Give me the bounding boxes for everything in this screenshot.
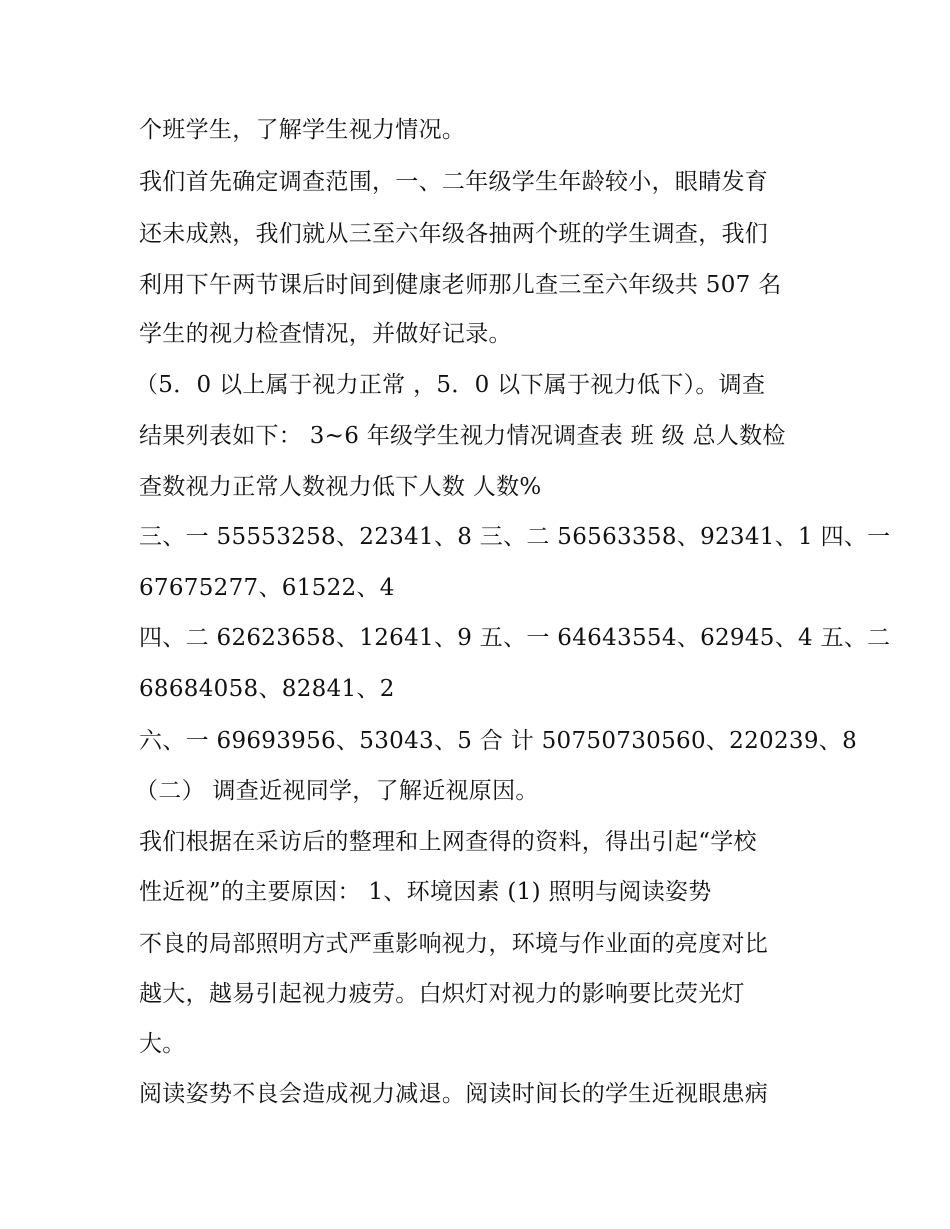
text-line-3: 还未成熟，我们就从三至六年级各抽两个班的学生调查，我们 [139,221,769,247]
text-line-19: 大。 [139,1031,186,1057]
text-line-6: （5．0 以上属于视力正常 ，5．0 以下属于视力低下）。调查 [135,372,766,398]
text-line-17: 不良的局部照明方式严重影响视力，环境与作业面的亮度对比 [139,931,769,957]
text-line-11: 四、二 62623658、12641、9 五、一 64643554、62945、4 五、二 [139,625,891,651]
text-line-16: 性近视”的主要原因： 1、环境因素 (1) 照明与阅读姿势 [139,879,712,905]
text-line-2: 我们首先确定调查范围，一、二年级学生年龄较小，眼睛发育 [139,169,769,195]
text-line-5: 学生的视力检查情况，并做好记录。 [139,321,512,347]
text-line-18: 越大，越易引起视力疲劳。白炽灯对视力的影响要比荧光灯 [139,981,745,1007]
text-line-7: 结果列表如下： 3~6 年级学生视力情况调查表 班 级 总人数检 [139,423,786,449]
text-line-10: 67675277、61522、4 [139,575,395,601]
text-line-12: 68684058、82841、2 [139,676,395,702]
text-line-13: 六、一 69693956、53043、5 合 计 50750730560、220239、8 [139,728,858,754]
text-line-15: 我们根据在采访后的整理和上网查得的资料，得出引起“学校 [139,829,757,855]
text-line-1: 个班学生，了解学生视力情况。 [139,117,466,143]
text-line-14: （二） 调查近视同学，了解近视原因。 [135,778,539,804]
text-line-8: 查数视力正常人数视力低下人数 人数% [139,474,542,500]
text-line-4: 利用下午两节课后时间到健康老师那儿查三至六年级共 507 名 [139,272,782,298]
text-line-20: 阅读姿势不良会造成视力减退。阅读时间长的学生近视眼患病 [139,1081,769,1107]
text-line-9: 三、一 55553258、22341、8 三、二 56563358、92341、1 四、一 [139,524,891,550]
